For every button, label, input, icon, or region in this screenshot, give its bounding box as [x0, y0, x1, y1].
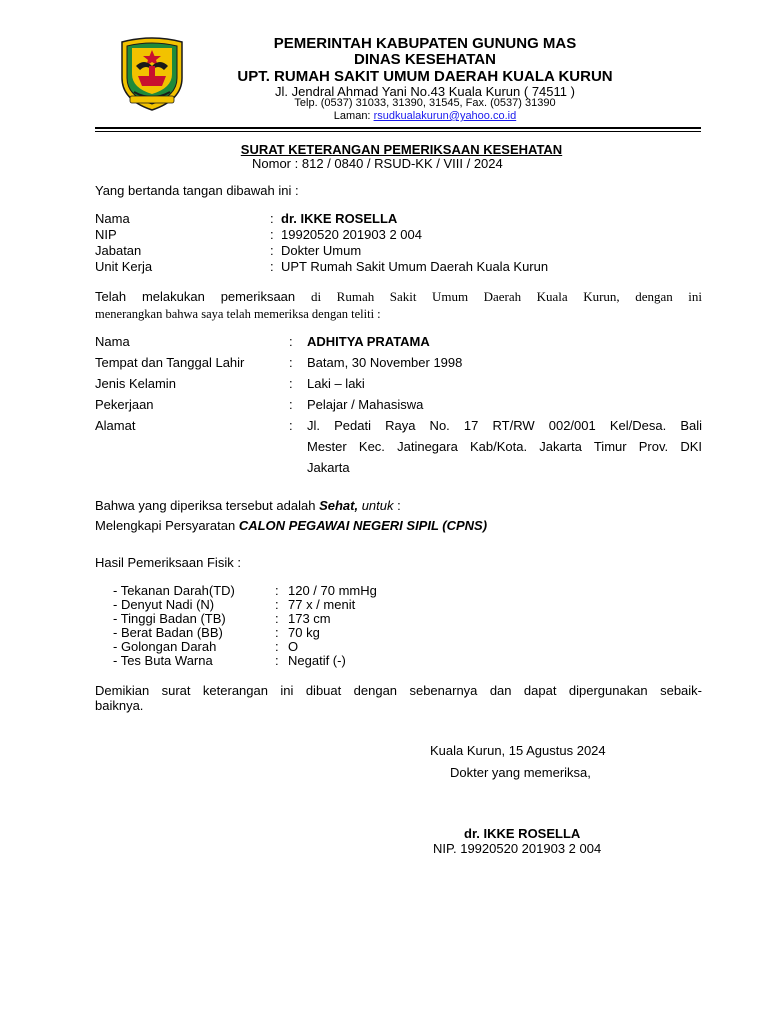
signature-role: Dokter yang memeriksa, [450, 765, 591, 780]
signer-nip-label: NIP [95, 227, 117, 242]
physical-item-label: - Golongan Darah [113, 639, 217, 654]
physical-colon: : [275, 653, 279, 668]
signer-colon: : [270, 259, 274, 274]
statement-line1-serif: di Rumah Sakit Umum Daerah Kuala Kurun, dengan ini [311, 289, 702, 304]
signer-unit-label: Unit Kerja [95, 259, 153, 274]
patient-colon: : [289, 376, 293, 391]
patient-name-label: Nama [95, 334, 130, 349]
number-label: Nomor [252, 156, 292, 171]
closing-line2: baiknya. [95, 698, 144, 713]
signer-nip-value: 19920520 201903 2 004 [281, 227, 422, 242]
patient-occupation-value: Pelajar / Mahasiswa [307, 397, 424, 412]
patient-colon: : [289, 397, 293, 412]
header-rule-thick [95, 127, 701, 129]
closing-line1: Demikian surat keterangan ini dibuat dengan sebenarnya dan dapat dipergunakan sebaik- [95, 683, 702, 698]
signer-position-label: Jabatan [95, 243, 142, 258]
patient-gender-value: Laki – laki [307, 376, 365, 391]
signer-name-label: Nama [95, 211, 130, 226]
signature-nip: NIP. 19920520 201903 2 004 [433, 841, 602, 856]
result-purpose: CALON PEGAWAI NEGERI SIPIL (CPNS) [238, 518, 488, 533]
signer-colon: : [270, 243, 274, 258]
physical-item-label: - Tinggi Badan (TB) [113, 611, 226, 626]
signer-unit-value: UPT Rumah Sakit Umum Daerah Kuala Kurun [281, 259, 549, 274]
physical-colon: : [275, 639, 279, 654]
header-website [160, 110, 690, 122]
patient-address-line2: Mester Kec. Jatinegara Kab/Kota. Jakarta Timur Prov. DKI [307, 439, 702, 454]
physical-item-label: - Denyut Nadi (N) [113, 597, 215, 612]
physical-item-value: 77 x / menit [288, 597, 356, 612]
document-title: SURAT KETERANGAN PEMERIKSAAN KESEHATAN [240, 142, 563, 157]
physical-item-label: - Berat Badan (BB) [113, 625, 223, 640]
header-line2: DINAS KESEHATAN [354, 51, 496, 68]
header-phone: Telp. (0537) 31033, 31390, 31545, Fax. (0537) 31390 [294, 97, 556, 109]
patient-birth-value: Batam, 30 November 1998 [307, 355, 463, 370]
statement-line2: menerangkan bahwa saya telah memeriksa dengan teliti : [95, 307, 381, 321]
result-purpose-prefix: Melengkapi Persyaratan [95, 518, 236, 533]
patient-occupation-label: Pekerjaan [95, 397, 154, 412]
physical-colon: : [275, 611, 279, 626]
statement-line1 [95, 289, 702, 304]
result-for: untuk [361, 498, 394, 513]
website-link[interactable]: rsudkualakurun@yahoo.co.id [373, 110, 517, 122]
patient-gender-label: Jenis Kelamin [95, 376, 176, 391]
physical-item-label: - Tekanan Darah(TD) [113, 583, 235, 598]
header-address: Jl. Jendral Ahmad Yani No.43 Kuala Kurun ( 74511 ) [275, 84, 575, 99]
physical-exam-title: Hasil Pemeriksaan Fisik : [95, 555, 241, 570]
patient-address-line3: Jakarta [307, 460, 350, 475]
patient-colon: : [289, 355, 293, 370]
result-health-status: Sehat, [319, 498, 359, 513]
physical-colon: : [275, 583, 279, 598]
signature-place-date: Kuala Kurun, 15 Agustus 2024 [430, 743, 606, 758]
result-line2 [95, 518, 487, 533]
physical-item-value: 173 cm [288, 611, 331, 626]
physical-colon: : [275, 625, 279, 640]
physical-item-value: O [288, 639, 299, 654]
signer-colon: : [270, 227, 274, 242]
patient-birth-label: Tempat dan Tanggal Lahir [95, 355, 245, 370]
signer-colon: : [270, 211, 274, 226]
header-rule-thin [95, 131, 701, 132]
header-line1: PEMERINTAH KABUPATEN GUNUNG MAS [273, 35, 577, 52]
result-line1 [95, 498, 401, 513]
patient-colon: : [289, 418, 293, 433]
result-prefix: Bahwa yang diperiksa tersebut adalah [95, 498, 316, 513]
physical-item-label: - Tes Buta Warna [113, 653, 213, 668]
website-label: Laman: [333, 110, 371, 122]
physical-item-value: 120 / 70 mmHg [288, 583, 377, 598]
physical-item-value: 70 kg [288, 625, 320, 640]
patient-colon: : [289, 334, 293, 349]
physical-item-value: Negatif (-) [288, 653, 346, 668]
document-number [252, 156, 503, 171]
number-value: : 812 / 0840 / RSUD-KK / VIII / 2024 [294, 156, 503, 171]
header-line3: UPT. RUMAH SAKIT UMUM DAERAH KUALA KURUN [237, 68, 613, 85]
patient-name-value: ADHITYA PRATAMA [307, 334, 430, 349]
signature-name: dr. IKKE ROSELLA [464, 826, 581, 841]
statement-line1-sans: Telah melakukan pemeriksaan [95, 289, 296, 304]
result-colon: : [397, 498, 401, 513]
signer-position-value: Dokter Umum [281, 243, 362, 258]
signer-name-value: dr. IKKE ROSELLA [281, 211, 398, 226]
physical-colon: : [275, 597, 279, 612]
patient-address-line1: Jl. Pedati Raya No. 17 RT/RW 002/001 Kel/Desa. Bali [307, 418, 702, 433]
patient-address-label: Alamat [95, 418, 136, 433]
intro-text: Yang bertanda tangan dibawah ini : [95, 183, 299, 198]
